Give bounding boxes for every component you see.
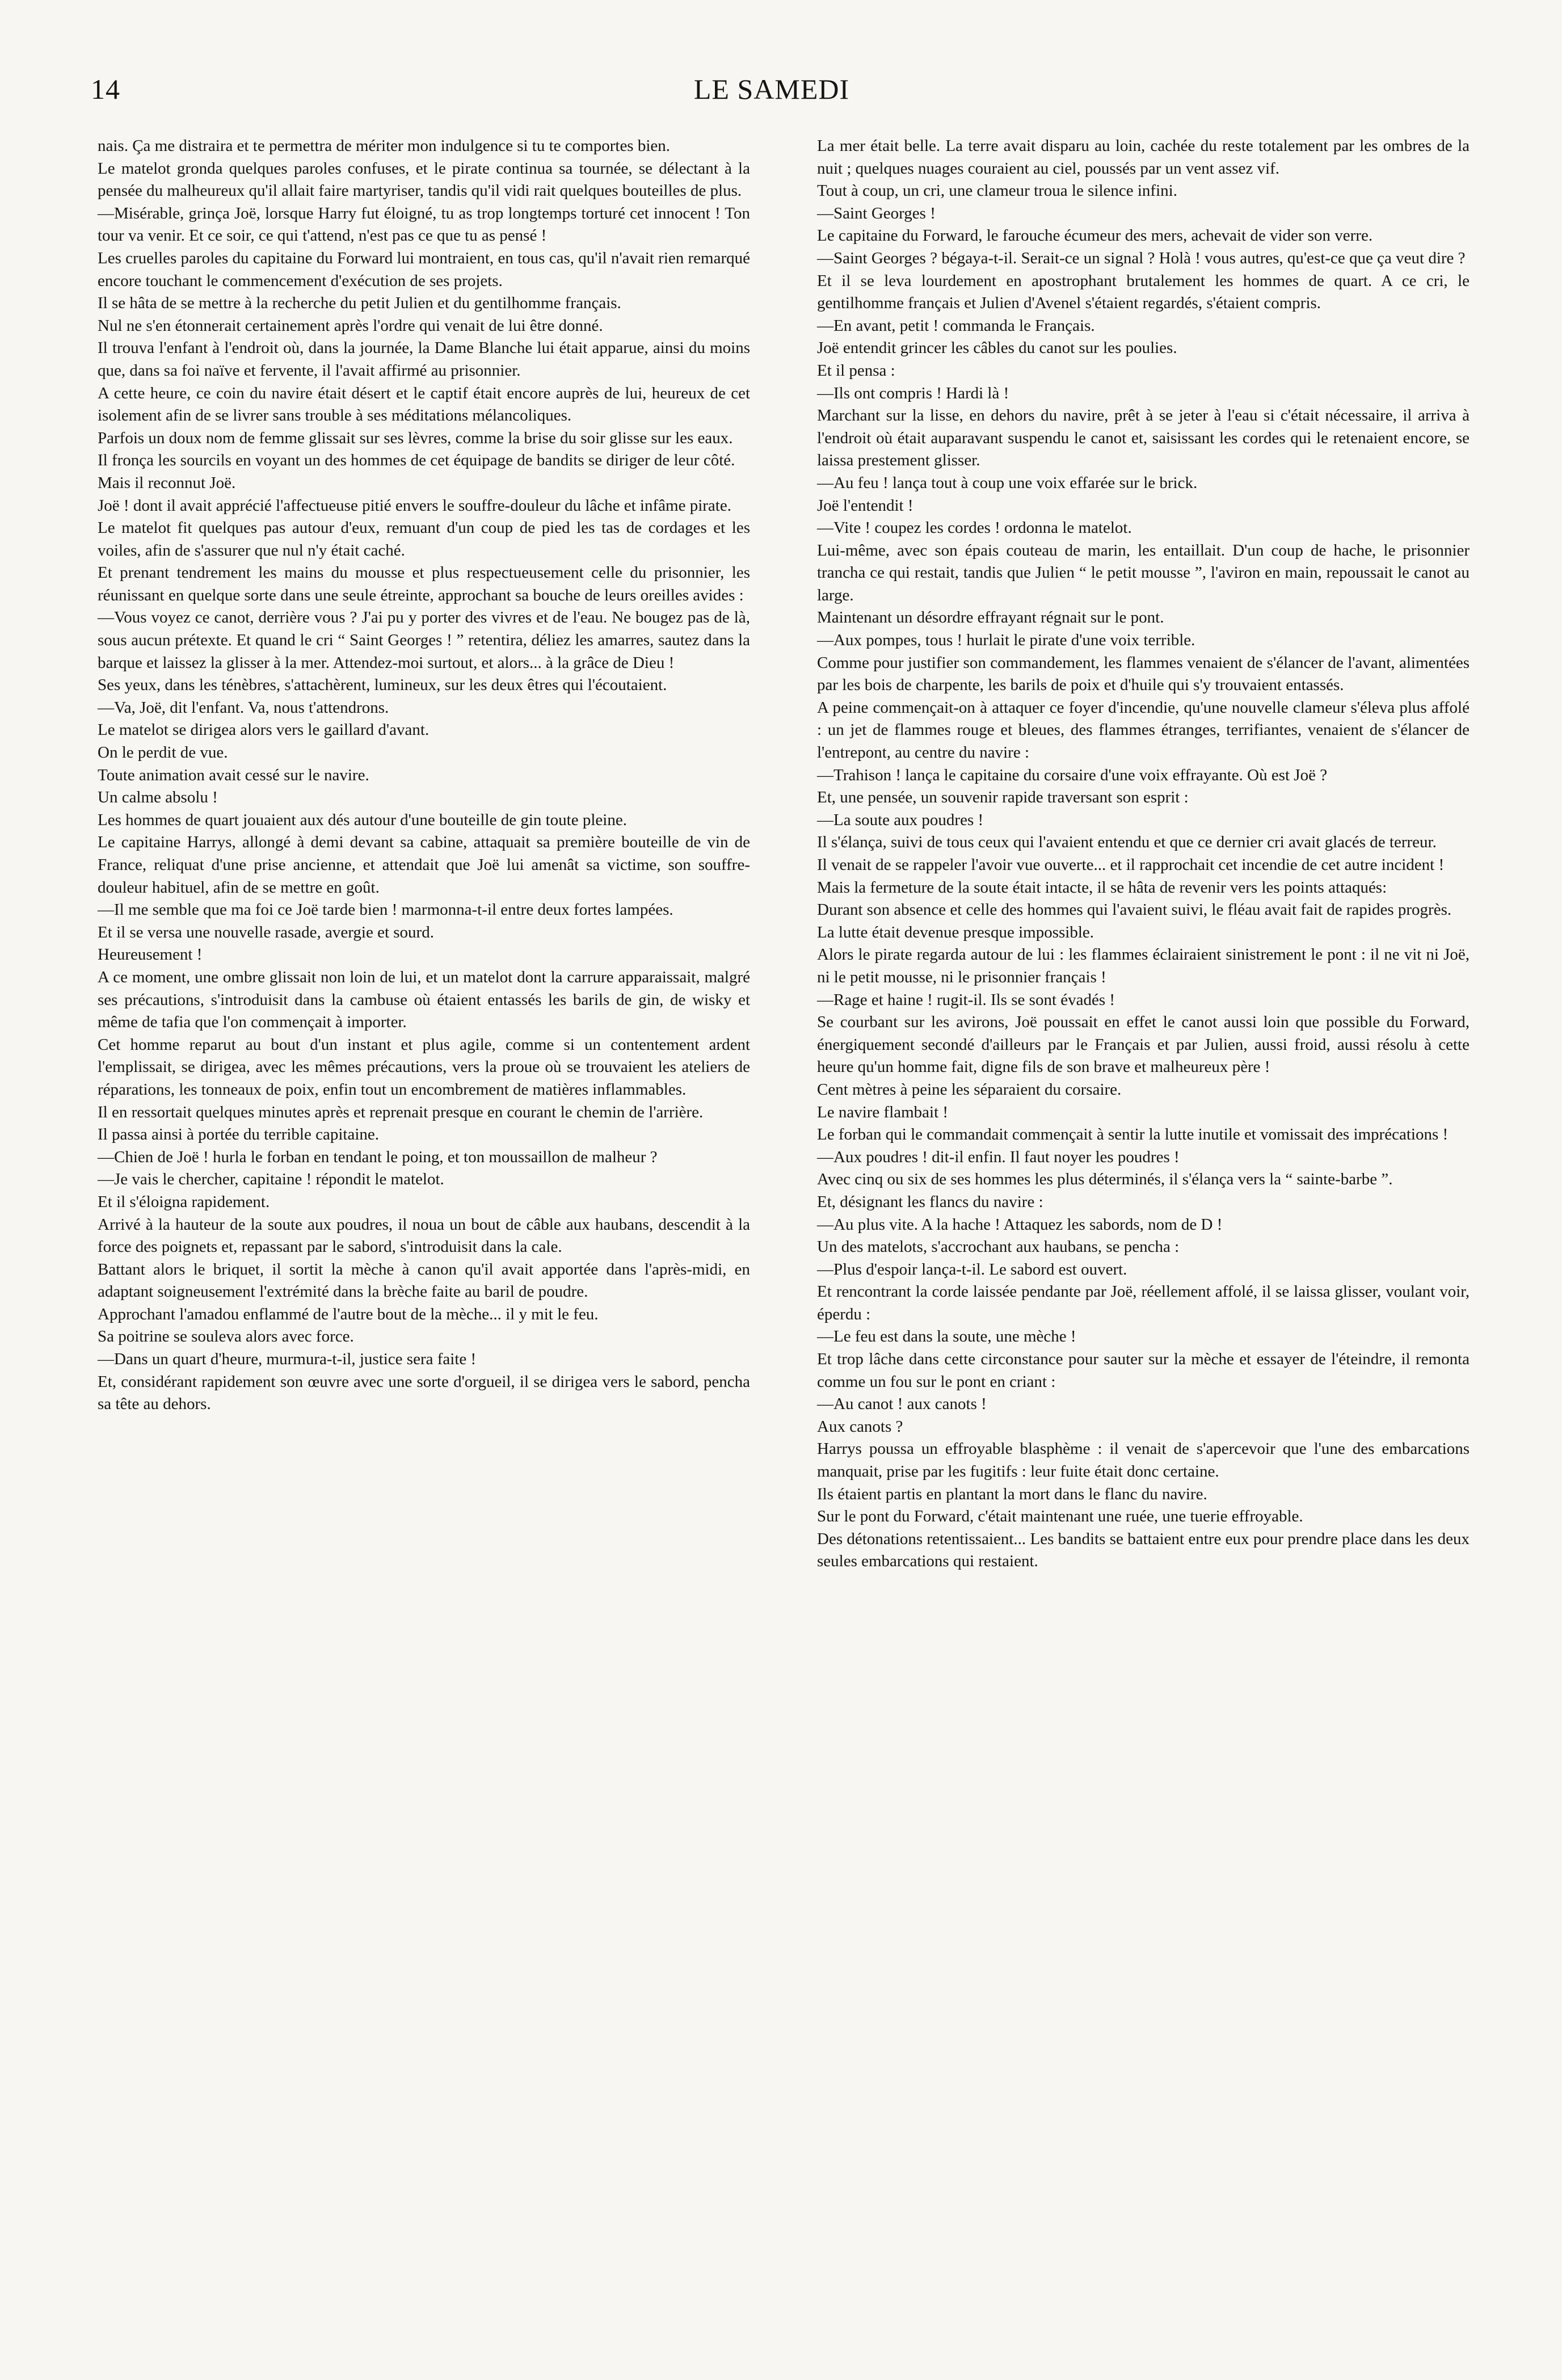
paragraph: —Chien de Joë ! hurla le forban en tendant le poing, et ton moussaillon de malheur ? xyxy=(98,1147,658,1166)
paragraph: Et, considérant rapidement son œuvre avec une sorte d'orgueil, il se dirigea vers le sabord, pencha sa tête au dehors. xyxy=(98,1372,750,1414)
running-title: LE SAMEDI xyxy=(693,73,850,105)
paragraph: Le matelot fit quelques pas autour d'eux, remuant d'un coup de pied les tas de cordages et les voiles, afin de s'assurer que nul n'y était caché. xyxy=(98,519,750,560)
paragraph: Nul ne s'en étonnerait certainement après l'ordre qui venait de lui être donné. xyxy=(98,316,603,335)
paragraph: Arrivé à la hauteur de la soute aux poudres, il noua un bout de câble aux haubans, descendit à la force des poignets et, repassant par le sabord, s'introduisit dans la cale. xyxy=(98,1215,750,1256)
paragraph: Joë l'entendit ! xyxy=(817,496,913,515)
paragraph: Battant alors le briquet, il sortit la mèche à canon qu'il avait apportée dans l'après-midi, en adaptant soigneusement l'extrémité dans la brèche faite au baril de poudre. xyxy=(98,1260,750,1301)
paragraph: Et il se versa une nouvelle rasade, avergie et sourd. xyxy=(98,923,434,941)
paragraph: Le forban qui le commandait commençait à sentir la lutte inutile et vomissait des imprécations ! xyxy=(817,1125,1449,1144)
paragraph: Les cruelles paroles du capitaine du Forward lui montraient, en tous cas, qu'il n'avait rien remarqué encore touchant le commencement d'exécution de ses projets. xyxy=(98,249,750,290)
paragraph: Mais la fermeture de la soute était intacte, il se hâta de revenir vers les points attaqués: xyxy=(817,878,1387,897)
paragraph: —Le feu est dans la soute, une mèche ! xyxy=(817,1327,1076,1346)
paragraph: Cet homme reparut au bout d'un instant et plus agile, comme si un contentement ardent l'emplissait, se dirigea, avec les mêmes précautions, vers la proue où se trouvaient les ateliers de réparations, les tonneaux de poix, enfin tout un encombrement de matières inflammables. xyxy=(98,1035,750,1099)
paragraph: —Misérable, grinça Joë, lorsque Harry fut éloigné, tu as trop longtemps torturé cet innocent ! Ton tour va venir. Et ce soir, ce qui t'attend, n'est pas ce que tu as pensé ! xyxy=(98,204,750,245)
paragraph: Alors le pirate regarda autour de lui : les flammes éclairaient sinistrement le pont : il ne vit ni Joë, ni le petit mousse, ni le prisonnier français ! xyxy=(817,945,1470,986)
paragraph: Ils étaient partis en plantant la mort dans le flanc du navire. xyxy=(817,1485,1207,1503)
paragraph: nais. Ça me distraira et te permettra de mériter mon indulgence si tu te comportes bien. xyxy=(98,137,671,155)
paragraph: Des détonations retentissaient... Les bandits se battaient entre eux pour prendre place dans les deux seules embarcations qui restaient. xyxy=(817,1529,1470,1571)
right-column xyxy=(817,135,1470,1573)
paragraph: Et, désignant les flancs du navire : xyxy=(817,1192,1043,1211)
paragraph: Lui-même, avec son épais couteau de marin, les entaillait. D'un coup de hache, le prisonnier trancha ce qui restait, tandis que Julien “ le petit mousse ”, l'aviron en main, repoussait le canot au large. xyxy=(817,541,1470,604)
paragraph: Cent mètres à peine les séparaient du corsaire. xyxy=(817,1080,1122,1099)
paragraph: Il fronça les sourcils en voyant un des hommes de cet équipage de bandits se diriger de leur côté. xyxy=(98,451,735,470)
paragraph: Et il s'éloigna rapidement. xyxy=(98,1192,270,1211)
paragraph: Aux canots ? xyxy=(817,1417,903,1436)
paragraph: Avec cinq ou six de ses hommes les plus déterminés, il s'élança vers la “ sainte-barbe ”. xyxy=(817,1170,1393,1189)
paragraph: On le perdit de vue. xyxy=(98,743,228,762)
paragraph: Sur le pont du Forward, c'était maintenant une ruée, une tuerie effroyable. xyxy=(817,1507,1303,1526)
paragraph: —Trahison ! lança le capitaine du corsaire d'une voix effrayante. Où est Joë ? xyxy=(817,766,1328,784)
paragraph: Mais il reconnut Joë. xyxy=(98,473,236,492)
left-column xyxy=(98,135,750,1416)
paragraph: Sa poitrine se souleva alors avec force. xyxy=(98,1327,354,1346)
paragraph: —Dans un quart d'heure, murmura-t-il, justice sera faite ! xyxy=(98,1350,477,1369)
paragraph: Joë entendit grincer les câbles du canot sur les poulies. xyxy=(817,339,1177,358)
paragraph: Et, une pensée, un souvenir rapide traversant son esprit : xyxy=(817,788,1189,807)
paragraph: —Rage et haine ! rugit-il. Ils se sont évadés ! xyxy=(817,990,1115,1009)
paragraph: —Au feu ! lança tout à coup une voix effarée sur le brick. xyxy=(817,473,1198,492)
paragraph: Un des matelots, s'accrochant aux haubans, se pencha : xyxy=(817,1238,1180,1256)
paragraph: Et trop lâche dans cette circonstance pour sauter sur la mèche et essayer de l'éteindre, il remonta comme un fou sur le pont en criant : xyxy=(817,1350,1470,1391)
paragraph: Il en ressortait quelques minutes après et reprenait presque en courant le chemin de l'arrière. xyxy=(98,1103,704,1121)
paragraph: —Je vais le chercher, capitaine ! répondit le matelot. xyxy=(98,1170,444,1189)
paragraph: A ce moment, une ombre glissait non loin de lui, et un matelot dont la carrure apparaissait, malgré ses précautions, s'introduisit dans la cambuse où étaient entassés les barils de gin, de wisky et même de tafia que l'on commençait à importer. xyxy=(98,968,750,1032)
paragraph: Un calme absolu ! xyxy=(98,788,218,807)
paragraph: Tout à coup, un cri, une clameur troua le silence infini. xyxy=(817,182,1177,200)
paragraph: —Aux poudres ! dit-il enfin. Il faut noyer les poudres ! xyxy=(817,1147,1180,1166)
paragraph: —Vous voyez ce canot, derrière vous ? J'ai pu y porter des vivres et de l'eau. Ne bougez pas de là, sous aucun prétexte. Et quand le cri “ Saint Georges ! ” retentira, déliez les amarres, sautez dans la barque et laissez la glisser à la mer. Attendez-moi surtout, et alors... à la grâce de Dieu ! xyxy=(98,608,750,672)
paragraph: Et il se leva lourdement en apostrophant brutalement les hommes de quart. A ce cri, le gentilhomme français et Julien d'Avenel s'étaient regardés, s'étaient compris. xyxy=(817,271,1470,313)
paragraph: —Saint Georges ? bégaya-t-il. Serait-ce un signal ? Holà ! vous autres, qu'est-ce que ça veut dire ? xyxy=(817,249,1466,267)
paragraph: Le capitaine du Forward, le farouche écumeur des mers, achevait de vider son verre. xyxy=(817,226,1373,245)
paragraph: Harrys poussa un effroyable blasphème : il venait de s'apercevoir que l'une des embarcations manquait, prise par les fugitifs : leur fuite était donc certaine. xyxy=(817,1440,1470,1481)
paragraph: Il passa ainsi à portée du terrible capitaine. xyxy=(98,1125,380,1144)
paragraph: Le matelot se dirigea alors vers le gaillard d'avant. xyxy=(98,721,430,739)
paragraph: Et prenant tendrement les mains du mousse et plus respectueusement celle du prisonnier, les réunissant en quelque sorte dans une seule étreinte, approchant sa bouche de leurs oreilles avides : xyxy=(98,564,750,604)
paragraph: Maintenant un désordre effrayant régnait sur le pont. xyxy=(817,608,1164,627)
paragraph: La lutte était devenue presque impossible. xyxy=(817,923,1094,941)
page-header xyxy=(91,73,1452,118)
paragraph: Et rencontrant la corde laissée pendante par Joë, réellement affolé, il se laissa glisser, voulant voir, éperdu : xyxy=(817,1282,1470,1323)
paragraph: —Aux pompes, tous ! hurlait le pirate d'une voix terrible. xyxy=(817,631,1195,650)
paragraph: Le matelot gronda quelques paroles confuses, et le pirate continua sa tournée, se délectant à la pensée du malheureux qu'il allait faire martyriser, tandis qu'il vidi rait quelques bouteilles de plus. xyxy=(98,159,750,200)
paragraph: Toute animation avait cessé sur le navire. xyxy=(98,766,369,784)
paragraph: A cette heure, ce coin du navire était désert et le captif était encore auprès de lui, heureux de cet isolement afin de se livrer sans trouble à ses méditations mélancoliques. xyxy=(98,384,750,425)
paragraph: Il s'élança, suivi de tous ceux qui l'avaient entendu et que ce dernier cri avait glacés de terreur. xyxy=(817,833,1437,852)
paragraph: Marchant sur la lisse, en dehors du navire, prêt à se jeter à l'eau si c'était nécessaire, il arriva à l'endroit où était auparavant suspendu le canot et, saisissant les cordes qui le retenaient encore, se laissa prestement glisser. xyxy=(817,406,1470,470)
paragraph: Joë ! dont il avait apprécié l'affectueuse pitié envers le souffre-douleur du lâche et infâme pirate. xyxy=(98,496,731,515)
paragraph: —Vite ! coupez les cordes ! ordonna le matelot. xyxy=(817,519,1132,537)
paragraph: —Plus d'espoir lança-t-il. Le sabord est ouvert. xyxy=(817,1260,1127,1279)
paragraph: Parfois un doux nom de femme glissait sur ses lèvres, comme la brise du soir glisse sur les eaux. xyxy=(98,428,733,447)
paragraph: Durant son absence et celle des hommes qui l'avaient suivi, le fléau avait fait de rapides progrès. xyxy=(817,901,1452,919)
paragraph: Il se hâta de se mettre à la recherche du petit Julien et du gentilhomme français. xyxy=(98,294,621,313)
paragraph: —La soute aux poudres ! xyxy=(817,810,984,829)
paragraph: Il trouva l'enfant à l'endroit où, dans la journée, la Dame Blanche lui était apparue, ainsi du moins que, dans sa foi naïve et fervente, il l'avait affirmé au prisonnier. xyxy=(98,339,750,380)
paragraph: Approchant l'amadou enflammé de l'autre bout de la mèche... il y mit le feu. xyxy=(98,1305,599,1323)
paragraph: Et il pensa : xyxy=(817,361,895,380)
paragraph: Comme pour justifier son commandement, les flammes venaient de s'élancer de l'avant, alimentées par les bois de charpente, les barils de poix et d'huile qui s'y trouvaient entassés. xyxy=(817,653,1470,695)
paragraph: —Va, Joë, dit l'enfant. Va, nous t'attendrons. xyxy=(98,698,389,717)
paragraph: Le capitaine Harrys, allongé à demi devant sa cabine, attaquait sa première bouteille de vin de France, reliquat d'une prise ancienne, et attendait que Joë lui amenât sa victime, son souffre-douleur habituel, afin de se mettre en goût. xyxy=(98,833,750,897)
page-number: 14 xyxy=(91,73,120,105)
paragraph: —Au plus vite. A la hache ! Attaquez les sabords, nom de D ! xyxy=(817,1215,1223,1234)
paragraph: Se courbant sur les avirons, Joë poussait en effet le canot aussi loin que possible du Forward, énergiquement secondé d'ailleurs par le Français et par Julien, aussi froid, aussi résolu à cette heure qu'un homme fait, digne fils de son brave et malheureux père ! xyxy=(817,1013,1470,1077)
paragraph: Les hommes de quart jouaient aux dés autour d'une bouteille de gin toute pleine. xyxy=(98,810,627,829)
paragraph: Il venait de se rappeler l'avoir vue ouverte... et il rapprochait cet incendie de cet autre incident ! xyxy=(817,856,1445,874)
paragraph: —Ils ont compris ! Hardi là ! xyxy=(817,384,1009,402)
paragraph: —Saint Georges ! xyxy=(817,204,936,222)
paragraph: Le navire flambait ! xyxy=(817,1103,949,1121)
paragraph: —Au canot ! aux canots ! xyxy=(817,1395,987,1414)
paragraph: —En avant, petit ! commanda le Français. xyxy=(817,316,1095,335)
paragraph: La mer était belle. La terre avait disparu au loin, cachée du reste totalement par les ombres de la nuit ; quelques nuages couraient au ciel, poussés par un vent assez vif. xyxy=(817,137,1470,178)
paragraph: —Il me semble que ma foi ce Joë tarde bien ! marmonna-t-il entre deux fortes lampées. xyxy=(98,901,673,919)
paragraph: Heureusement ! xyxy=(98,945,203,964)
paragraph: A peine commençait-on à attaquer ce foyer d'incendie, qu'une nouvelle clameur s'éleva plus affolé : un jet de flammes rouge et bleues, des flammes étranges, terrifiantes, venaient de s'élancer de l'entrepont, au centre du navire : xyxy=(817,698,1470,762)
paragraph: Ses yeux, dans les ténèbres, s'attachèrent, lumineux, sur les deux êtres qui l'écoutaient. xyxy=(98,676,667,695)
